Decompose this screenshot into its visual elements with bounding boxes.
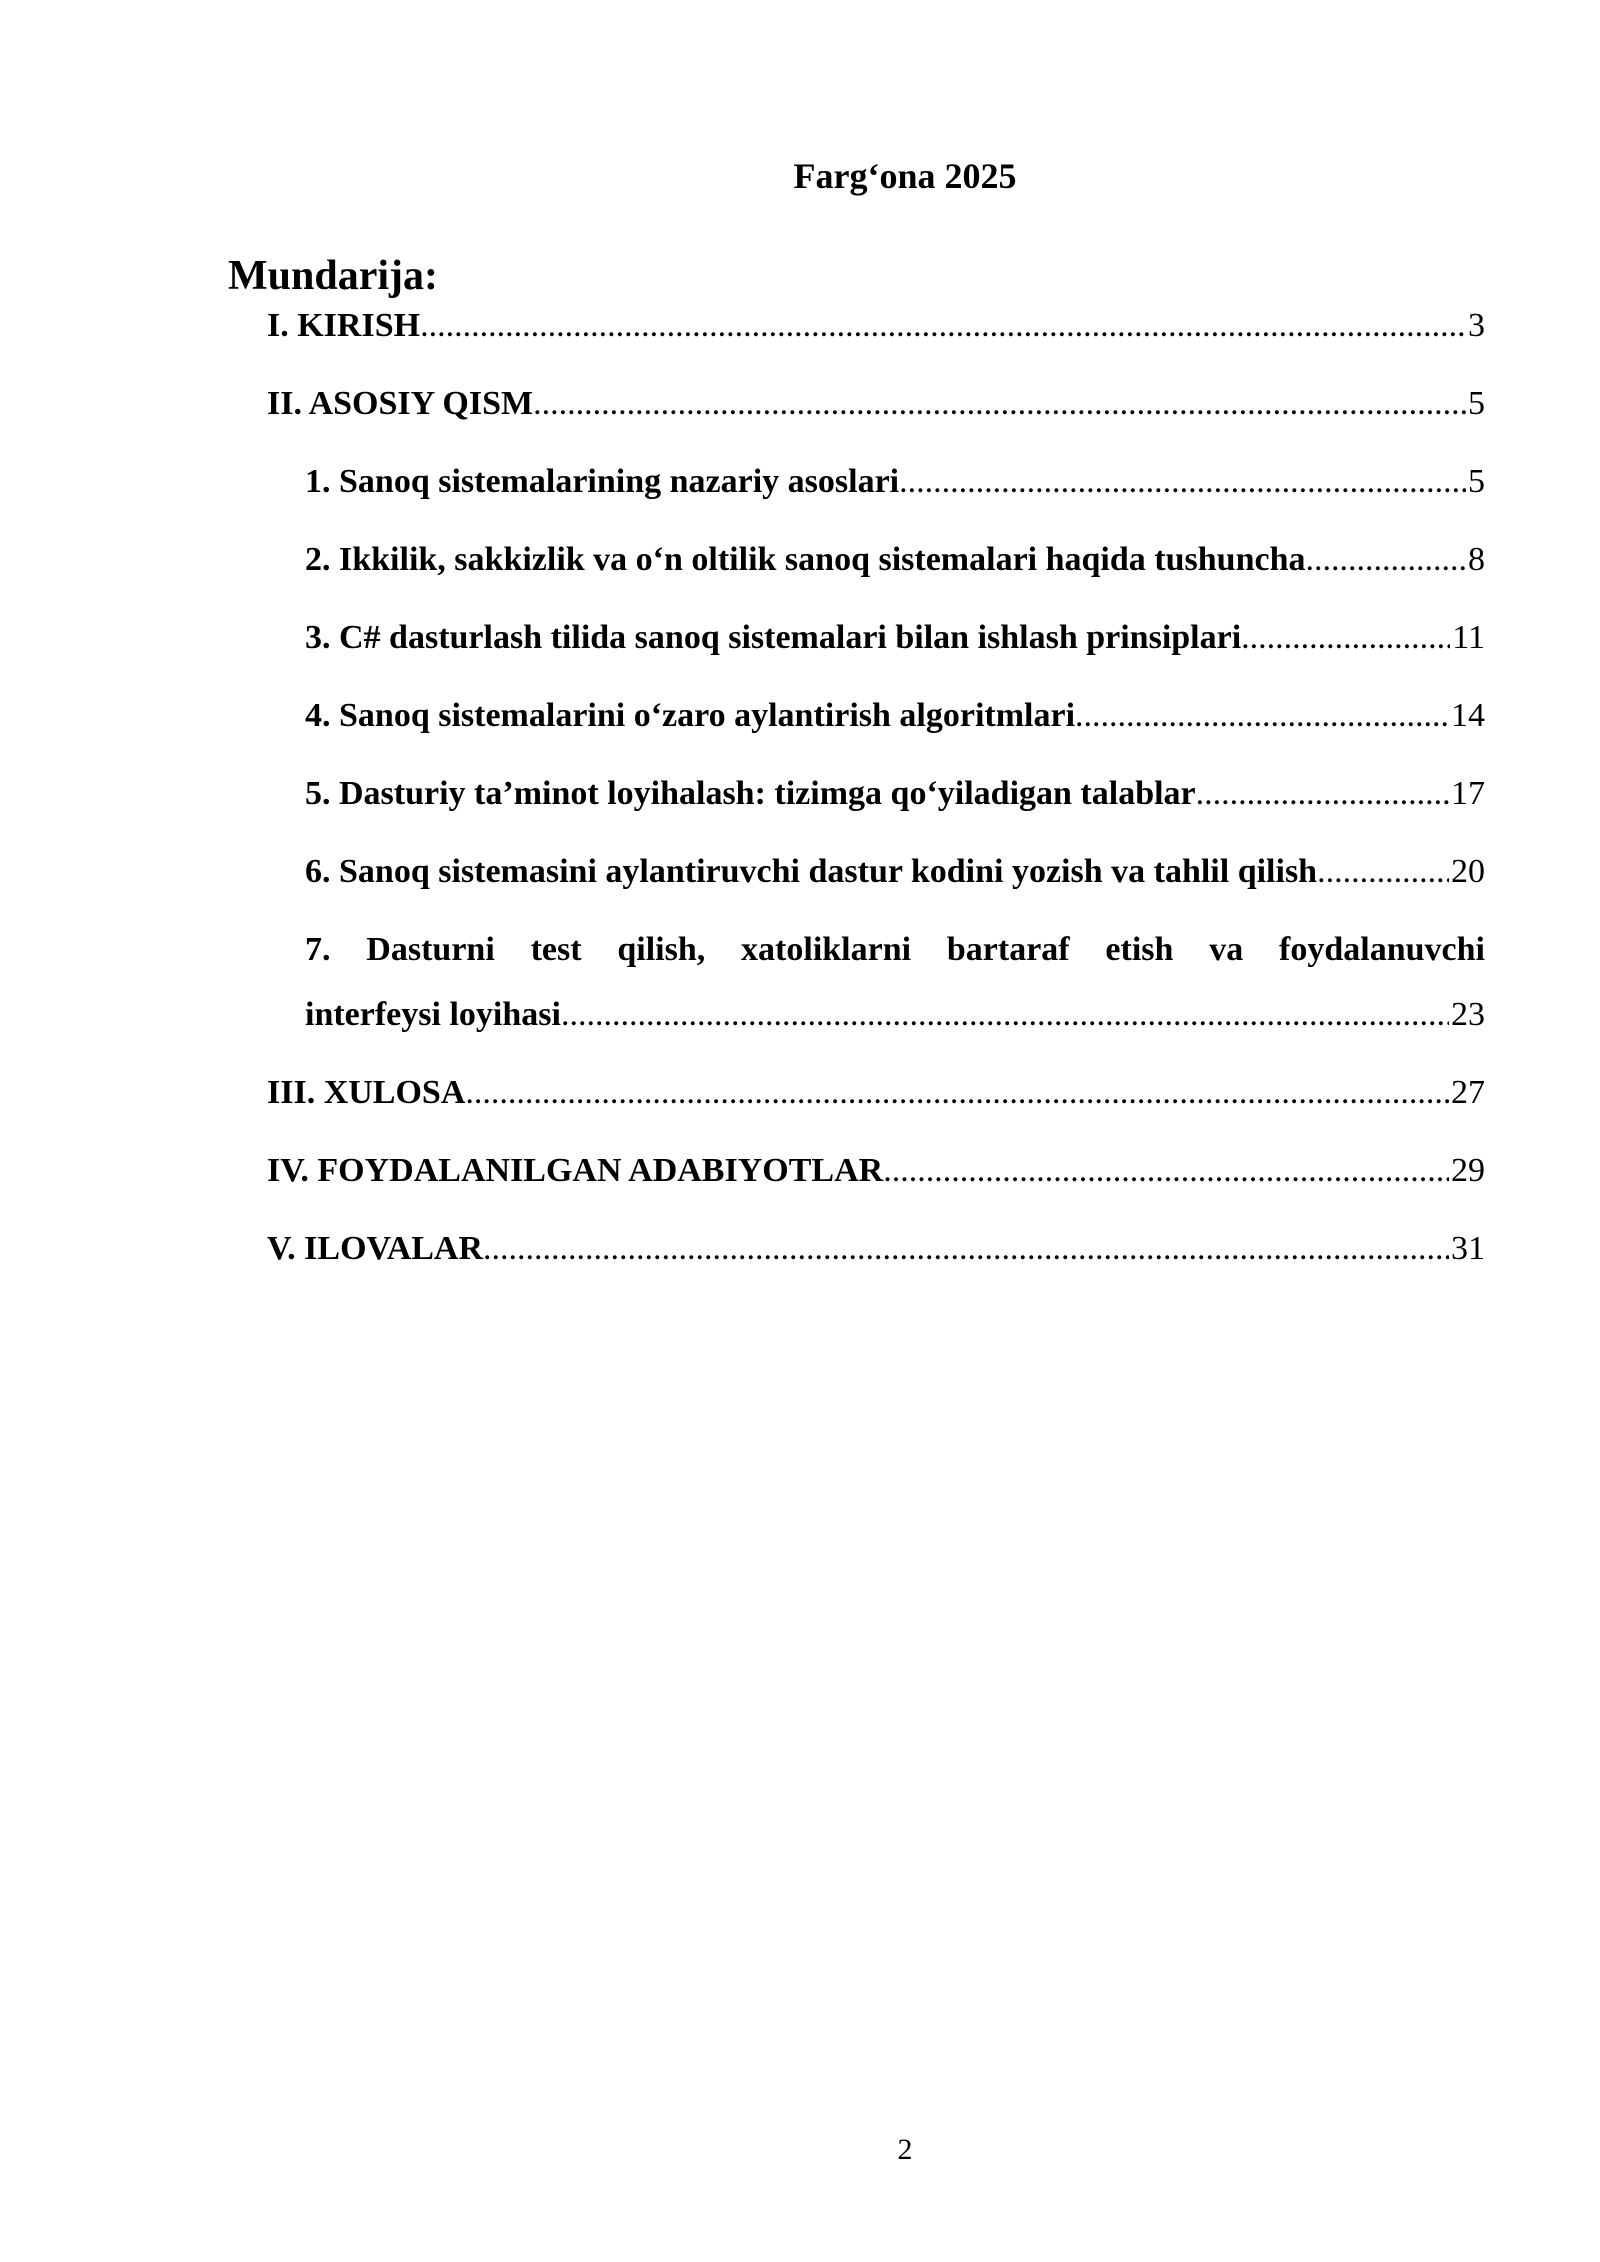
toc-page-number: 31 xyxy=(1451,1230,1485,1267)
dot-leader xyxy=(1196,770,1449,818)
toc-entry-section-2[interactable] xyxy=(305,536,1485,584)
toc-entry-label: V. ILOVALAR xyxy=(267,1230,484,1267)
toc-entry-section-1[interactable] xyxy=(305,458,1485,506)
toc-page-number: 20 xyxy=(1451,853,1485,890)
toc-entry-kirish[interactable] xyxy=(267,302,1485,350)
dot-leader xyxy=(1305,536,1466,584)
toc-entry-adabiyotlar[interactable] xyxy=(267,1147,1485,1195)
toc-page-number: 5 xyxy=(1468,385,1485,422)
toc-entry-section-3[interactable] xyxy=(305,614,1485,662)
toc-page-number: 29 xyxy=(1451,1152,1485,1189)
toc-entry-section-4[interactable] xyxy=(305,692,1485,740)
toc-entry-label: interfeysi loyihasi xyxy=(305,996,561,1033)
toc-page-number: 27 xyxy=(1451,1074,1485,1111)
toc-entry-ilovalar[interactable] xyxy=(267,1225,1485,1273)
toc-entry-label: III. XULOSA xyxy=(267,1074,466,1111)
dot-leader xyxy=(1075,692,1449,740)
toc-entry-label: 2. Ikkilik, sakkizlik va o‘n oltilik sanoq sistemalari haqida tushuncha xyxy=(305,541,1306,578)
toc-page-number: 5 xyxy=(1468,463,1485,500)
toc-entry-label: 6. Sanoq sistemasini aylantiruvchi dastur kodini yozish va tahlil qilish xyxy=(305,853,1318,890)
toc-page-number: 3 xyxy=(1468,307,1485,344)
toc-entry-label: 3. C# dasturlash tilida sanoq sistemalari bilan ishlash prinsiplari xyxy=(305,619,1242,656)
toc-page-number: 23 xyxy=(1451,996,1485,1033)
toc-entry-section-7[interactable] xyxy=(305,991,1485,1039)
toc-entry-section-5[interactable] xyxy=(305,770,1485,818)
dot-leader xyxy=(899,458,1466,506)
toc-entry-label: I. KIRISH xyxy=(267,307,421,344)
dot-leader xyxy=(533,380,1466,428)
toc-entry-asosiy-qism[interactable] xyxy=(267,380,1485,428)
toc-entry-label: II. ASOSIY QISM xyxy=(267,385,534,422)
page-number: 2 xyxy=(897,2133,913,2166)
dot-leader xyxy=(561,991,1449,1039)
dot-leader xyxy=(420,302,1466,350)
toc-page-number: 8 xyxy=(1468,541,1485,578)
toc-entry-label: 5. Dasturiy ta’minot loyihalash: tizimga qo‘yiladigan talablar xyxy=(305,775,1196,812)
dot-leader xyxy=(1241,614,1450,662)
toc-page-number: 11 xyxy=(1452,619,1485,656)
dot-leader xyxy=(465,1069,1449,1117)
toc-entry-section-7-line1[interactable]: 7. Dasturni test qilish, xatoliklarni bartaraf etish va foydalanuvchi xyxy=(305,931,1485,968)
toc-entry-label: 4. Sanoq sistemalarini o‘zaro aylantirish algoritmlari xyxy=(305,697,1076,734)
toc-entry-xulosa[interactable] xyxy=(267,1069,1485,1117)
toc-entry-label: IV. FOYDALANILGAN ADABIYOTLAR xyxy=(267,1152,884,1189)
toc-page-number: 17 xyxy=(1451,775,1485,812)
dot-leader xyxy=(483,1225,1449,1273)
toc-page-number: 14 xyxy=(1451,697,1485,734)
toc-entry-label: 1. Sanoq sistemalarining nazariy asoslari xyxy=(305,463,900,500)
dot-leader xyxy=(1317,848,1449,896)
toc-heading: Mundarija: xyxy=(228,253,438,299)
page-header-title: Farg‘ona 2025 xyxy=(793,156,1017,196)
dot-leader xyxy=(883,1147,1449,1195)
toc-entry-section-6[interactable] xyxy=(305,848,1485,896)
